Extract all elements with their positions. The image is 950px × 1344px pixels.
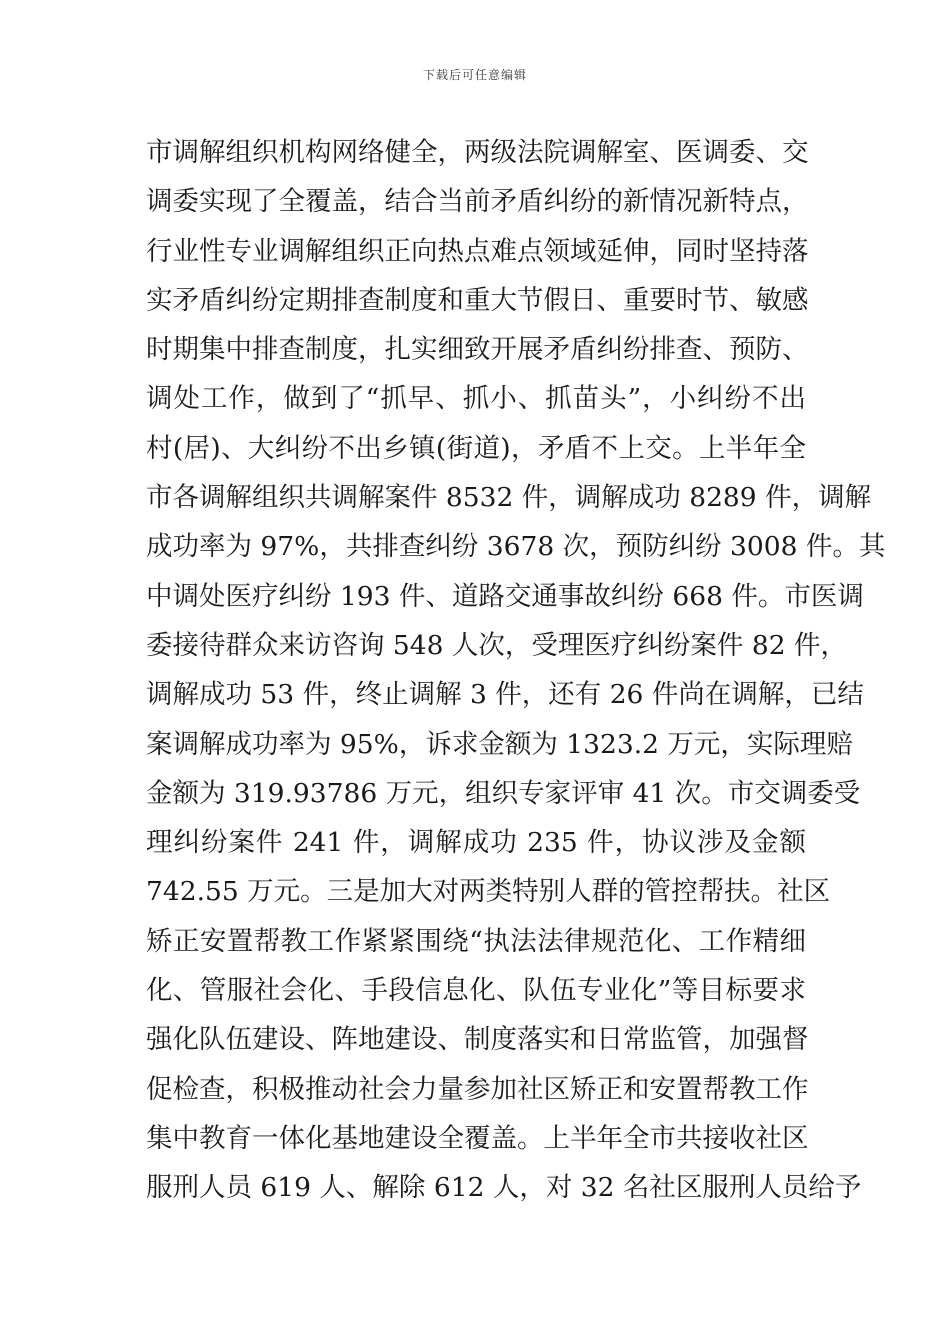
body-line: 理纠纷案件 241 件，调解成功 235 件，协议涉及金额 (146, 827, 806, 859)
body-line: 化、管服社会化、手段信息化、队伍专业化”等目标要求 (146, 975, 806, 1007)
body-line: 强化队伍建设、阵地建设、制度落实和日常监管，加强督 (146, 1024, 809, 1056)
body-line: 742.55 万元。三是加大对两类特别人群的管控帮扶。社区 (146, 876, 831, 908)
body-line: 金额为 319.93786 万元，组织专家评审 41 次。市交调委受 (146, 777, 861, 809)
body-line: 集中教育一体化基地建设全覆盖。上半年全市共接收社区 (146, 1122, 809, 1154)
body-line: 实矛盾纠纷定期排查制度和重大节假日、重要时节、敏感 (146, 284, 809, 316)
body-line: 村(居)、大纠纷不出乡镇(街道)，矛盾不上交。上半年全 (146, 432, 806, 464)
body-line: 矫正安置帮教工作紧紧围绕“执法法律规范化、工作精细 (146, 925, 806, 957)
body-line: 中调处医疗纠纷 193 件、道路交通事故纠纷 668 件。市医调 (146, 580, 864, 612)
body-line: 市调解组织机构网络健全，两级法院调解室、医调委、交 (146, 137, 809, 168)
body-line: 调处工作，做到了“抓早、抓小、抓苗头”，小纠纷不出 (146, 383, 806, 415)
body-line: 委接待群众来访咨询 548 人次，受理医疗纠纷案件 82 件， (146, 629, 847, 661)
body-line: 成功率为 97%，共排查纠纷 3678 次，预防纠纷 3008 件。其 (146, 531, 886, 563)
body-line: 调解成功 53 件，终止调解 3 件，还有 26 件尚在调解，已结 (146, 679, 864, 711)
body-line: 行业性专业调解组织正向热点难点领域延伸，同时坚持落 (146, 235, 809, 267)
body-line: 市各调解组织共调解案件 8532 件，调解成功 8289 件，调解 (146, 482, 872, 514)
body-line: 服刑人员 619 人、解除 612 人，对 32 名社区服刑人员给予 (146, 1172, 862, 1204)
document-body (146, 128, 886, 1213)
body-line: 时期集中排查制度，扎实细致开展矛盾纠纷排查、预防、 (146, 334, 809, 366)
page-header-note: 下载后可任意编辑 (422, 68, 527, 82)
body-line: 调委实现了全覆盖，结合当前矛盾纠纷的新情况新特点， (146, 186, 809, 218)
body-line: 案调解成功率为 95%，诉求金额为 1323.2 万元，实际理赔 (146, 728, 853, 760)
body-line: 促检查，积极推动社会力量参加社区矫正和安置帮教工作 (146, 1073, 809, 1105)
